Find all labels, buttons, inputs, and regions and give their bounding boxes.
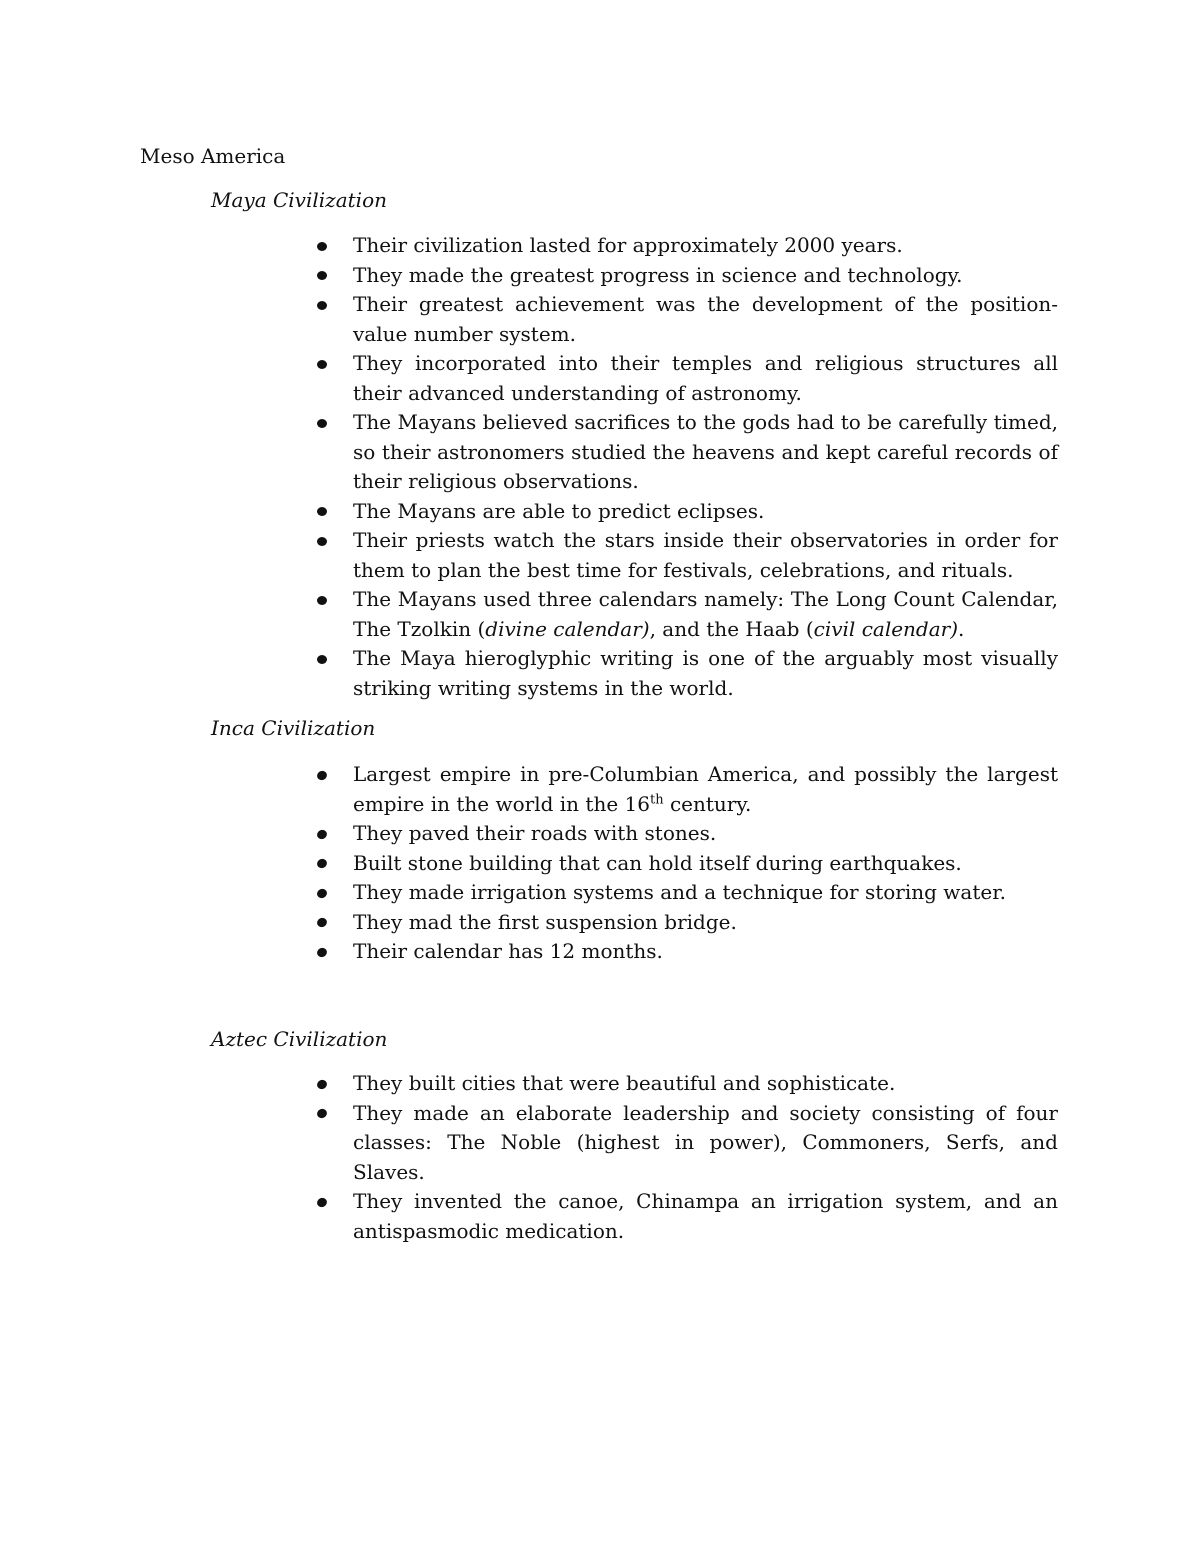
list-item: They invented the canoe, Chinampa an irrigation system, and an antispasmodic medication. [312,1187,1058,1246]
bullet-icon [317,301,327,310]
bullet-list-aztec [312,1069,1058,1246]
bullet-list-maya [312,231,1058,703]
bullet-icon [317,596,327,605]
bullet-icon [317,360,327,369]
bullet-icon [317,507,327,516]
list-item: They made irrigation systems and a technique for storing water. [312,878,1058,908]
bullet-icon [316,946,329,958]
list-item: The Maya hieroglyphic writing is one of the arguably most visually striking writing systems in the world. [312,644,1058,703]
list-item: Largest empire in pre-Columbian America, and possibly the largest empire in the world in the 16th century. [312,760,1058,819]
list-item: The Mayans believed sacrifices to the gods had to be carefully timed, so their astronomers studied the heavens and kept careful records of their religious observations. [312,408,1058,497]
bullet-icon [316,769,329,781]
bullet-icon [317,419,327,428]
section-heading-inca: Inca Civilization [211,716,376,740]
bullet-icon [317,655,327,664]
document-title: Meso America [140,144,286,168]
list-item: Their priests watch the stars inside their observatories in order for them to plan the best time for festivals, celebrations, and rituals. [312,526,1058,585]
list-item: They made the greatest progress in science and technology. [312,261,1058,291]
bullet-icon [317,537,327,546]
list-item: They incorporated into their temples and religious structures all their advanced understanding of astronomy. [312,349,1058,408]
bullet-icon [316,857,329,869]
bullet-icon [316,916,329,928]
list-item: Their civilization lasted for approximately 2000 years. [312,231,1058,261]
bullet-list-inca [312,760,1058,967]
list-item: The Mayans are able to predict eclipses. [312,497,1058,527]
bullet-icon [317,271,327,280]
list-item: They made an elaborate leadership and society consisting of four classes: The Noble (highest in power), Commoners, Serfs, and Slaves. [312,1099,1058,1188]
bullet-icon [316,828,329,840]
bullet-icon [317,242,327,251]
list-item: They built cities that were beautiful and sophisticate. [312,1069,1058,1099]
list-item: They paved their roads with stones. [312,819,1058,849]
list-item: Their calendar has 12 months. [312,937,1058,967]
section-heading-aztec: Aztec Civilization [211,1027,388,1051]
bullet-icon [316,1196,329,1208]
list-item: Their greatest achievement was the development of the position-value number system. [312,290,1058,349]
list-item: Built stone building that can hold itself during earthquakes. [312,849,1058,879]
list-item: The Mayans used three calendars namely: The Long Count Calendar, The Tzolkin (divine calendar), and the Haab (civil calendar). [312,585,1058,644]
list-item: They mad the first suspension bridge. [312,908,1058,938]
bullet-icon [316,1078,329,1090]
bullet-icon [316,887,329,899]
bullet-icon [316,1107,329,1119]
section-heading-maya: Maya Civilization [211,188,387,212]
